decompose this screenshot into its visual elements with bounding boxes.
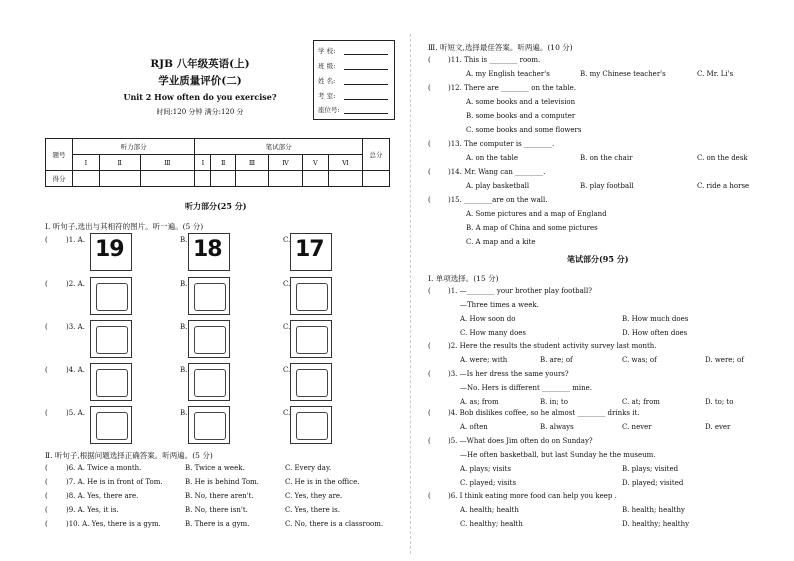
exam-title: RJB 八年级英语(上) <box>150 58 250 70</box>
option: A. on the table <box>466 154 518 162</box>
answer-bracket[interactable]: ( <box>428 140 431 148</box>
option: C. was; of <box>622 356 657 364</box>
picture-number: 17 <box>295 237 324 262</box>
option-label: B. <box>180 323 188 331</box>
option: C. some books and some flowers <box>466 126 582 134</box>
answer-bracket[interactable]: ( <box>428 409 431 417</box>
option-b: B. No, there isn't. <box>185 506 248 514</box>
option-picture[interactable] <box>188 406 230 444</box>
score-col: Ⅰ <box>195 155 211 171</box>
score-total-header: 总分 <box>363 139 390 171</box>
option-picture[interactable] <box>188 277 230 315</box>
question-stem: )8. A. Yes, there are. <box>66 492 139 500</box>
picture-sketch <box>96 326 128 354</box>
picture-number: 19 <box>95 237 124 262</box>
option-picture[interactable] <box>90 277 132 315</box>
score-cell[interactable] <box>328 171 362 187</box>
option: A. How soon do <box>460 315 516 323</box>
picture-sketch <box>296 283 328 311</box>
option: D. ever <box>705 423 731 431</box>
question-number: )1. A. <box>66 236 85 244</box>
option: B. always <box>540 423 574 431</box>
exam-time: 时间:120 分钟 满分:120 分 <box>156 108 244 116</box>
question-stem: )14. Mr. Wang can ________. <box>448 168 546 176</box>
score-col: Ⅳ <box>268 155 302 171</box>
info-label: 班 级: <box>318 62 336 70</box>
answer-bracket[interactable]: ( <box>45 464 48 472</box>
info-blank[interactable] <box>344 91 388 100</box>
option: A. were; with <box>460 356 508 364</box>
answer-bracket[interactable]: ( <box>45 366 48 374</box>
score-cell[interactable] <box>73 171 100 187</box>
option-picture[interactable] <box>90 233 132 271</box>
option: B. some books and a computer <box>466 112 576 120</box>
option-picture[interactable] <box>290 320 332 358</box>
question-number: )2. A. <box>66 280 85 288</box>
question-stem: )10. A. Yes, there is a gym. <box>66 520 161 528</box>
score-cell[interactable] <box>268 171 302 187</box>
option-label: B. <box>180 236 188 244</box>
picture-sketch <box>96 369 128 397</box>
section-title: Ⅲ. 听短文,选择最佳答案。听两遍。(10 分) <box>428 43 573 52</box>
option: A. some books and a television <box>466 98 576 106</box>
option-picture[interactable] <box>290 233 332 271</box>
option: C. at; from <box>622 398 660 406</box>
option: C. on the desk <box>697 154 748 162</box>
picture-sketch <box>194 369 226 397</box>
score-cell[interactable] <box>363 171 390 187</box>
score-row-label: 得分 <box>46 171 73 187</box>
score-col: Ⅱ <box>99 155 140 171</box>
score-cell[interactable] <box>236 171 269 187</box>
picture-sketch <box>96 283 128 311</box>
option: C. Mr. Li's <box>697 70 734 78</box>
section-title: Ⅱ. 听句子,根据问题选择正确答案。听两遍。(5 分) <box>45 451 213 460</box>
option-label: C. <box>283 366 291 374</box>
writing-title: 笔试部分(95 分) <box>567 254 629 264</box>
option-picture[interactable] <box>290 363 332 401</box>
score-cell[interactable] <box>140 171 195 187</box>
answer-bracket[interactable]: ( <box>428 437 431 445</box>
score-col: Ⅵ <box>328 155 362 171</box>
picture-number: 18 <box>193 237 222 262</box>
question-number: )3. A. <box>66 323 85 331</box>
option-c: C. He is in the office. <box>285 478 360 486</box>
answer-bracket[interactable]: ( <box>45 409 48 417</box>
column-divider <box>410 34 411 554</box>
picture-sketch <box>194 283 226 311</box>
option: B. How much does <box>622 315 689 323</box>
answer-bracket[interactable]: ( <box>45 280 48 288</box>
student-info-box <box>313 40 395 120</box>
option: B. on the chair <box>580 154 633 162</box>
answer-bracket[interactable]: ( <box>428 196 431 204</box>
question-stem: )2. Here the results the student activity survey last month. <box>448 342 657 350</box>
option: A. as; from <box>460 398 499 406</box>
option-b: B. He is behind Tom. <box>185 478 259 486</box>
option: C. healthy; health <box>460 520 523 528</box>
score-col: Ⅱ <box>211 155 236 171</box>
option-b: B. No, there aren't. <box>185 492 254 500</box>
option: C. How many does <box>460 329 527 337</box>
option: A. health; health <box>460 506 519 514</box>
question-stem-line2: —Three times a week. <box>460 301 539 309</box>
answer-bracket[interactable]: ( <box>428 168 431 176</box>
score-cell[interactable] <box>195 171 211 187</box>
option: B. health; healthy <box>622 506 685 514</box>
score-listening-header: 听力部分 <box>73 139 195 155</box>
section-title: Ⅰ. 单项选择。(15 分) <box>428 274 499 283</box>
answer-bracket[interactable]: ( <box>428 287 431 295</box>
score-cell[interactable] <box>302 171 328 187</box>
info-blank[interactable] <box>344 46 388 55</box>
option-label: B. <box>180 280 188 288</box>
info-label: 姓 名: <box>318 77 336 85</box>
option-picture[interactable] <box>90 363 132 401</box>
option: C. played; visits <box>460 479 517 487</box>
question-stem-line2: —He often basketball, but last Sunday he the museum. <box>460 451 656 459</box>
option-picture[interactable] <box>90 406 132 444</box>
score-col: Ⅲ <box>236 155 269 171</box>
answer-bracket[interactable]: ( <box>428 370 431 378</box>
option: A. play basketball <box>466 182 530 190</box>
answer-bracket[interactable]: ( <box>45 323 48 331</box>
option: B. in; to <box>540 398 568 406</box>
picture-sketch <box>296 326 328 354</box>
question-number: )5. A. <box>66 409 85 417</box>
option-c: C. No, there is a classroom. <box>285 520 384 528</box>
option: B. plays; visited <box>622 465 679 473</box>
option: C. never <box>622 423 652 431</box>
picture-sketch <box>194 412 226 440</box>
option: B. my Chinese teacher's <box>580 70 666 78</box>
option: A. my English teacher's <box>466 70 550 78</box>
option-label: B. <box>180 366 188 374</box>
option-c: C. Yes, there is. <box>285 506 340 514</box>
option-label: B. <box>180 409 188 417</box>
option-picture[interactable] <box>290 277 332 315</box>
question-stem: )15. ________are on the wall. <box>448 196 548 204</box>
option-label: C. <box>283 409 291 417</box>
info-label: 座位号: <box>318 106 340 114</box>
option: B. are; of <box>540 356 573 364</box>
option-c: C. Every day. <box>285 464 332 472</box>
picture-sketch <box>194 326 226 354</box>
option: D. were; of <box>705 356 744 364</box>
info-blank[interactable] <box>344 76 388 85</box>
answer-bracket[interactable]: ( <box>428 492 431 500</box>
option-label: C. <box>283 280 291 288</box>
question-stem: )6. I think eating more food can help you keep . <box>448 492 617 500</box>
question-stem: )11. This is ________ room. <box>448 56 541 64</box>
question-stem-line2: —No. Hers is different ________ mine. <box>460 384 592 392</box>
option-picture[interactable] <box>90 320 132 358</box>
option: C. A map and a kite <box>466 238 536 246</box>
option-b: B. Twice a week. <box>185 464 245 472</box>
option-c: C. Yes, they are. <box>285 492 343 500</box>
info-blank[interactable] <box>344 105 388 114</box>
question-stem: )7. A. He is in front of Tom. <box>66 478 163 486</box>
answer-bracket[interactable]: ( <box>45 520 48 528</box>
score-col-header: 题号 <box>46 139 73 171</box>
answer-bracket[interactable]: ( <box>45 506 48 514</box>
answer-bracket[interactable]: ( <box>45 236 48 244</box>
listening-title: 听力部分(25 分) <box>185 201 247 211</box>
question-stem: )4. Bob dislikes coffee, so he almost ________ drinks it. <box>448 409 640 417</box>
score-table <box>45 138 390 187</box>
info-blank[interactable] <box>344 61 388 70</box>
question-stem: )13. The computer is ________. <box>448 140 555 148</box>
picture-sketch <box>96 412 128 440</box>
option: D. to; to <box>705 398 734 406</box>
picture-sketch <box>296 369 328 397</box>
info-label: 考 室: <box>318 92 336 100</box>
info-label: 学 校: <box>318 47 336 55</box>
question-stem: )6. A. Twice a month. <box>66 464 142 472</box>
option-picture[interactable] <box>188 233 230 271</box>
question-stem: )5. —What does Jim often do on Sunday? <box>448 437 593 445</box>
score-col: Ⅲ <box>140 155 195 171</box>
question-stem: )3. —Is her dress the same yours? <box>448 370 569 378</box>
option-b: B. There is a gym. <box>185 520 250 528</box>
question-stem: )9. A. Yes, it is. <box>66 506 119 514</box>
option: C. ride a horse <box>697 182 750 190</box>
exam-subtitle: 学业质量评价(二) <box>158 75 242 87</box>
answer-bracket[interactable]: ( <box>428 342 431 350</box>
option: A. Some pictures and a map of England <box>466 210 607 218</box>
section-title: Ⅰ. 听句子,选出与其相符的图片。听一遍。(5 分) <box>45 222 204 231</box>
option-label: C. <box>283 323 291 331</box>
answer-bracket[interactable]: ( <box>45 478 48 486</box>
option: B. A map of China and some pictures <box>466 224 598 232</box>
option: D. played; visited <box>622 479 684 487</box>
option: A. often <box>460 423 488 431</box>
option-label: C. <box>283 236 291 244</box>
option: D. healthy; healthy <box>622 520 690 528</box>
option-picture[interactable] <box>290 406 332 444</box>
option-picture[interactable] <box>188 363 230 401</box>
option-picture[interactable] <box>188 320 230 358</box>
answer-bracket[interactable]: ( <box>45 492 48 500</box>
score-cell[interactable] <box>99 171 140 187</box>
picture-sketch <box>296 412 328 440</box>
score-col: Ⅴ <box>302 155 328 171</box>
question-number: )4. A. <box>66 366 85 374</box>
score-cell[interactable] <box>211 171 236 187</box>
answer-bracket[interactable]: ( <box>428 84 431 92</box>
question-stem: )1. —________ your brother play football? <box>448 287 592 295</box>
score-writing-header: 笔试部分 <box>195 139 363 155</box>
option: A. plays; visits <box>460 465 511 473</box>
option: D. How often does <box>622 329 688 337</box>
option: B. play football <box>580 182 634 190</box>
unit-title: Unit 2 How often do you exercise? <box>123 92 277 102</box>
question-stem: )12. There are ________ on the table. <box>448 84 576 92</box>
answer-bracket[interactable]: ( <box>428 56 431 64</box>
score-col: Ⅰ <box>73 155 100 171</box>
